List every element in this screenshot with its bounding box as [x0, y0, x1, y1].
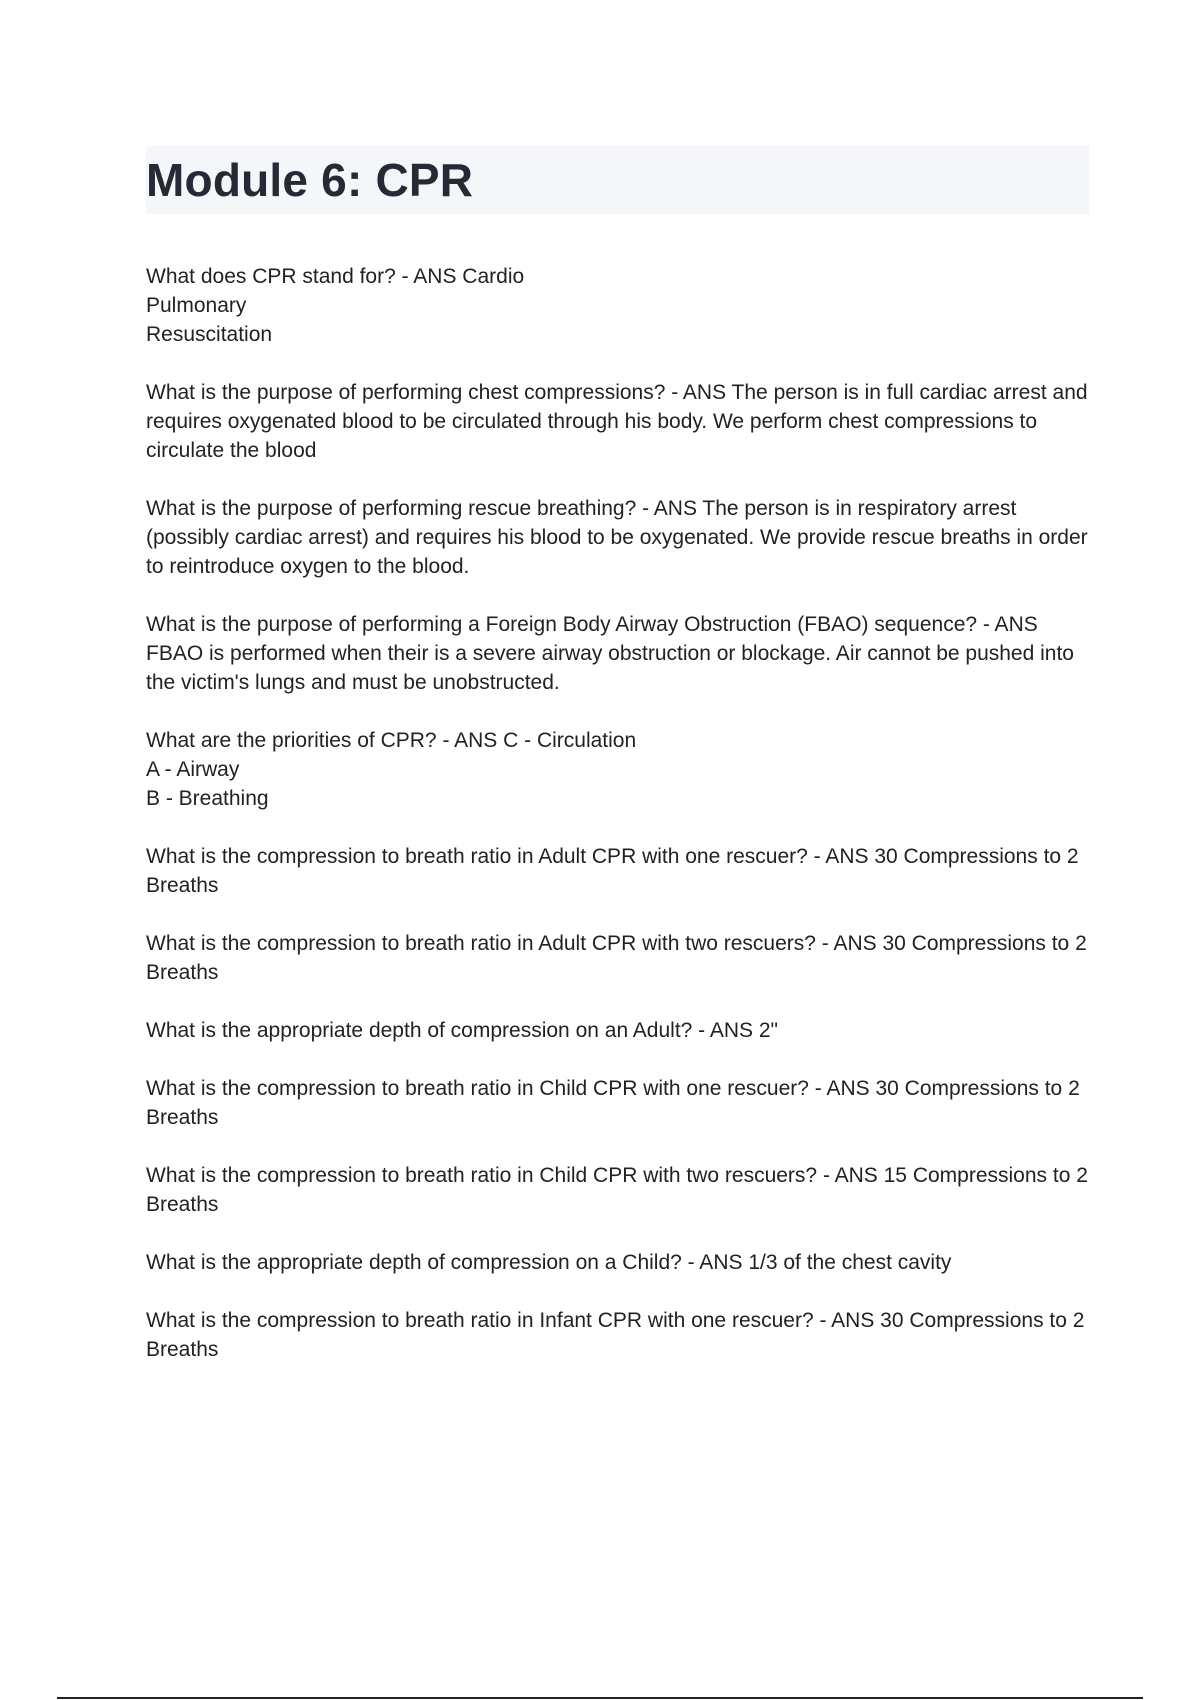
- page-title: Module 6: CPR: [146, 154, 474, 206]
- qa-entry: What is the compression to breath ratio in Adult CPR with two rescuers? - ANS 30 Compressions to 2 Breaths: [146, 932, 1087, 984]
- qa-entry: What does CPR stand for? - ANS Cardio Pulmonary Resuscitation: [146, 265, 525, 346]
- qa-list: [146, 262, 1089, 1364]
- qa-entry: What is the purpose of performing a Foreign Body Airway Obstruction (FBAO) sequence? - ANS FBAO is performed when their is a severe airway obstruction or blockage. Air cannot be pushed into the victim's lungs and must be unobstructed.: [146, 613, 1074, 694]
- qa-entry: What is the appropriate depth of compression on an Adult? - ANS 2": [146, 1019, 778, 1042]
- document-page: [146, 146, 1089, 1393]
- qa-entry: What is the compression to breath ratio in Infant CPR with one rescuer? - ANS 30 Compressions to 2 Breaths: [146, 1309, 1085, 1361]
- qa-entry: What is the compression to breath ratio in Child CPR with two rescuers? - ANS 15 Compressions to 2 Breaths: [146, 1164, 1088, 1216]
- qa-entry: What is the purpose of performing chest compressions? - ANS The person is in full cardiac arrest and requires oxygenated blood to be circulated through his body. We perform chest compressions to circulate the blood: [146, 381, 1088, 462]
- qa-entry: What is the compression to breath ratio in Adult CPR with one rescuer? - ANS 30 Compressions to 2 Breaths: [146, 845, 1079, 897]
- qa-entry: What is the appropriate depth of compression on a Child? - ANS 1/3 of the chest cavity: [146, 1251, 952, 1274]
- qa-entry: What is the purpose of performing rescue breathing? - ANS The person is in respiratory arrest (possibly cardiac arrest) and requires his blood to be oxygenated. We provide rescue breaths in order to reintroduce oxygen to the blood.: [146, 497, 1088, 578]
- qa-entry: What are the priorities of CPR? - ANS C - Circulation A - Airway B - Breathing: [146, 729, 637, 810]
- footer-divider: [57, 1697, 1143, 1699]
- title-banner: [146, 146, 1089, 214]
- qa-entry: What is the compression to breath ratio in Child CPR with one rescuer? - ANS 30 Compressions to 2 Breaths: [146, 1077, 1080, 1129]
